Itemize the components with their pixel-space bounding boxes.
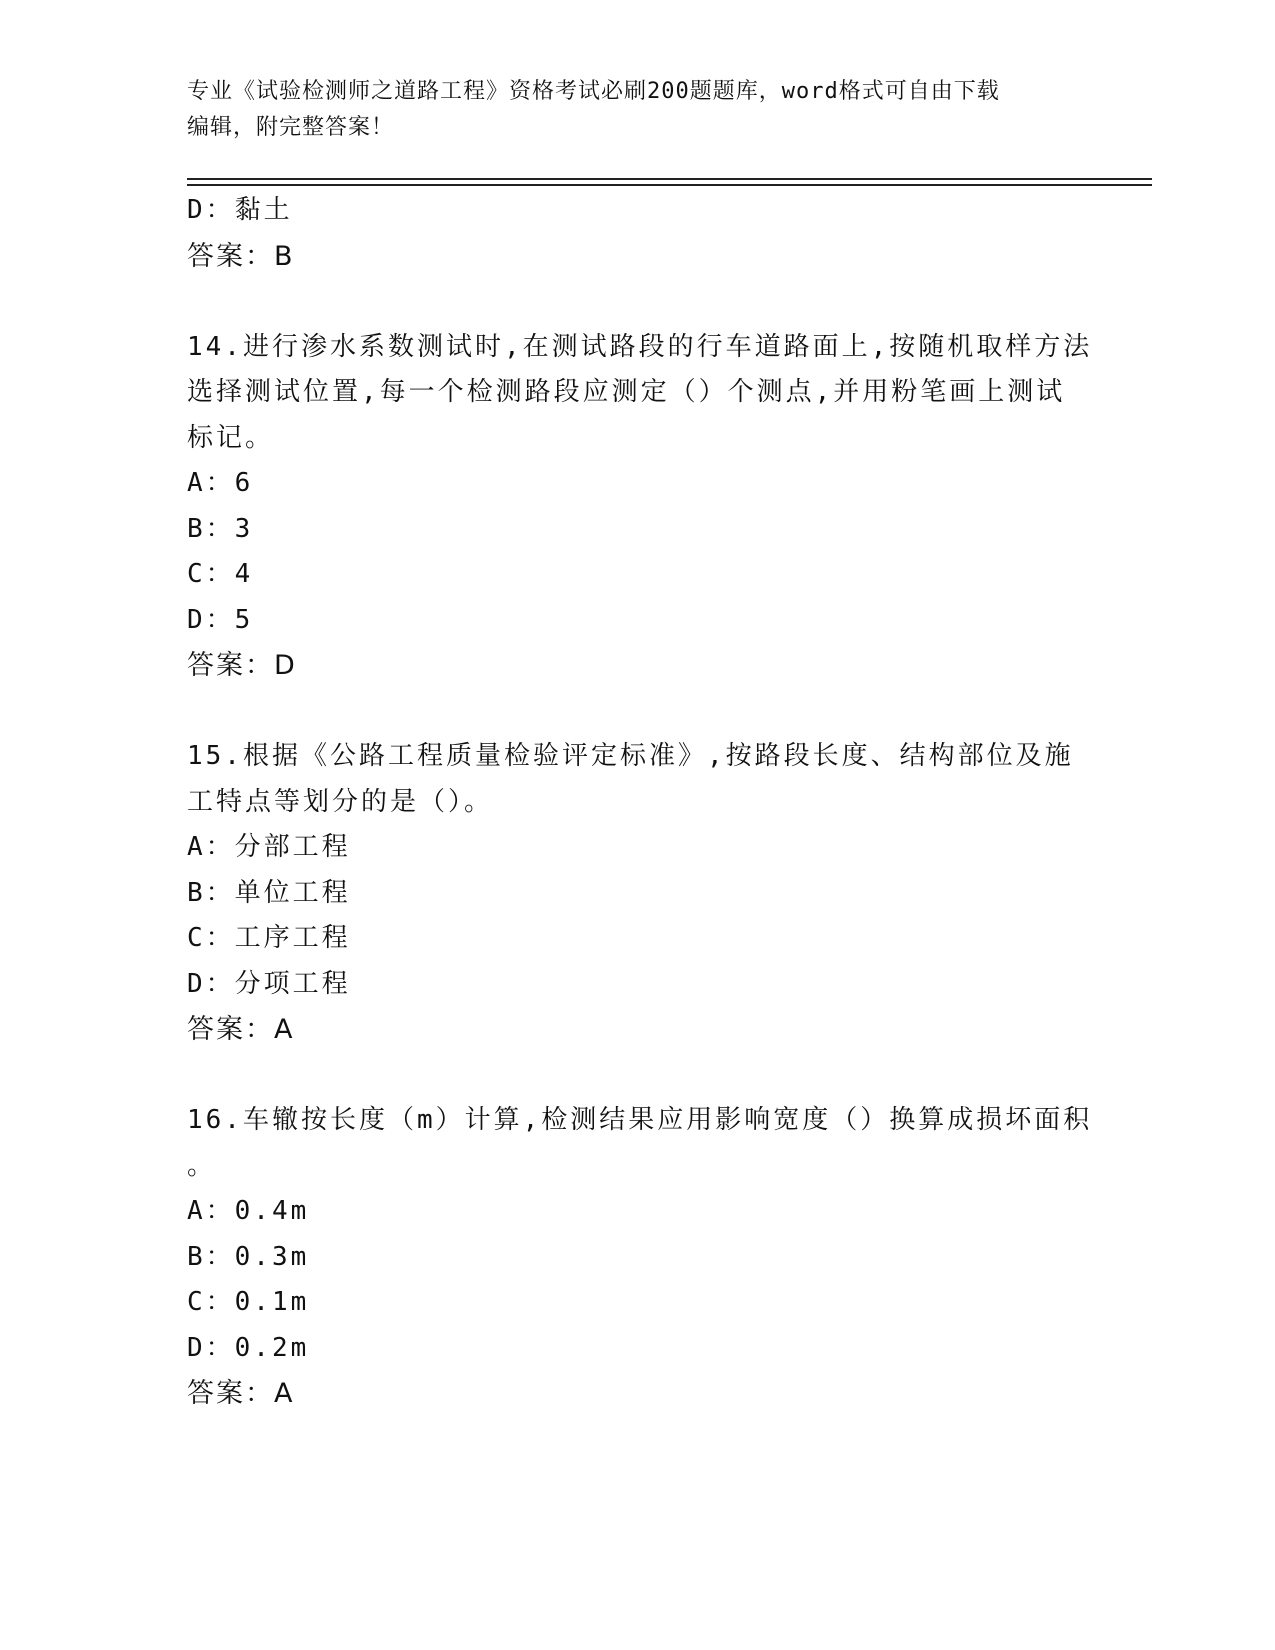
question-stem-line: 选择测试位置,每一个检测路段应测定（）个测点,并用粉笔画上测试 [187,377,1066,407]
question-stem-line: 16.车辙按长度（m）计算,检测结果应用影响宽度（）换算成损坏面积 [187,1105,1093,1135]
option-c: C：0.1m [187,1287,310,1317]
header-rule-bottom [187,184,1152,186]
option-b: B：单位工程 [187,877,351,908]
question-16 [187,1098,1093,1417]
option-a: A：分部工程 [187,832,351,862]
question-answer: 答案：A [187,1378,295,1409]
question-answer: 答案：A [187,1014,295,1045]
document-header [187,74,1087,146]
option-a: A：0.4m [187,1196,310,1226]
spacer [187,279,1087,325]
option-a: A：6 [187,468,254,498]
option-d: D：0.2m [187,1332,310,1363]
question-stem-line: 。 [187,1150,217,1181]
question-15 [187,734,1087,1053]
question-stem-line: 工特点等划分的是（）。 [187,786,494,817]
question-14 [187,325,1093,689]
question-stem-line: 标记。 [187,422,275,453]
spacer [187,1053,1087,1099]
option-b: B：3 [187,513,254,544]
option-c: C：4 [187,559,254,589]
header-rule-top [187,178,1152,180]
question-stem-line: 15.根据《公路工程质量检验评定标准》,按路段长度、结构部位及施 [187,741,1074,771]
spacer [187,689,1087,735]
prev-question-answer: 答案：B [187,240,295,272]
option-d: D：分项工程 [187,968,351,999]
header-title-line-1: 专业《试验检测师之道路工程》资格考试必刷200题题库，word格式可自由下载 [187,79,1000,104]
option-d: D：5 [187,604,254,635]
document-body [187,188,1093,1417]
question-answer: 答案：D [187,650,297,681]
question-stem-line: 14.进行渗水系数测试时,在测试路段的行车道路面上,按随机取样方法 [187,331,1093,362]
prev-question-option-d: D：黏土 [187,195,293,225]
option-b: B：0.3m [187,1241,310,1272]
option-c: C：工序工程 [187,923,351,953]
header-title-line-2: 编辑，附完整答案！ [187,115,395,140]
